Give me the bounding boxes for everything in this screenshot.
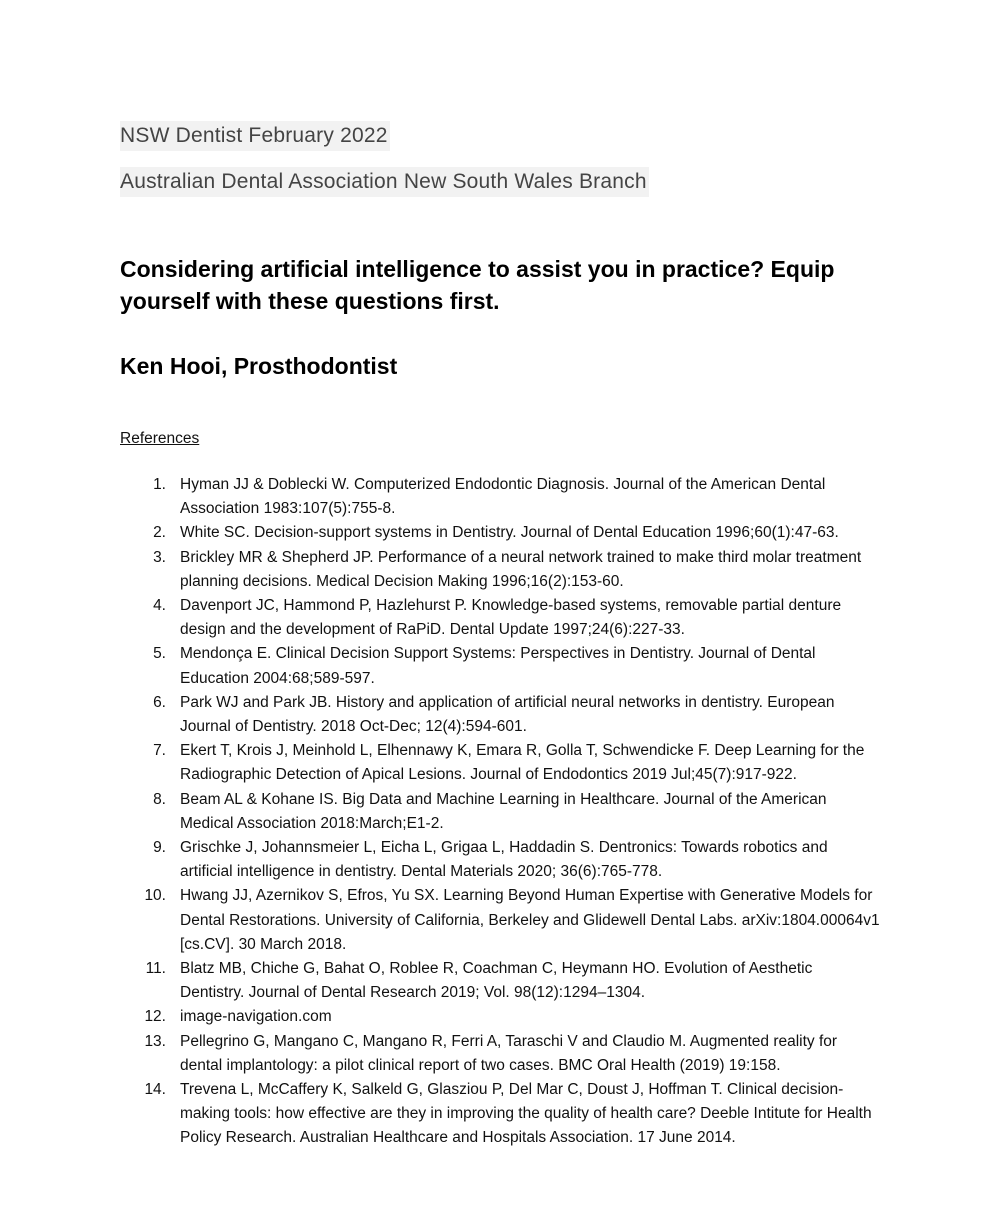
reference-number: 6.: [153, 693, 166, 711]
reference-text: Ekert T, Krois J, Meinhold L, Elhennawy K, Emara R, Golla T, Schwendicke F. Deep Learning for the Radiographic Detection of Apical Lesions. Journal of Endodontics 2019 Jul;45(7):917-922.: [180, 742, 865, 784]
reference-number: 7.: [153, 742, 166, 760]
reference-number: 13.: [144, 1032, 166, 1050]
reference-item: [0, 521, 880, 545]
reference-number: 10.: [144, 887, 166, 905]
reference-text: Davenport JC, Hammond P, Hazlehurst P. Knowledge-based systems, removable partial denture design and the development of RaPiD. Dental Update 1997;24(6):227-33.: [180, 597, 842, 639]
reference-number: 8.: [153, 790, 166, 808]
reference-item: [0, 1078, 880, 1151]
reference-text: Beam AL & Kohane IS. Big Data and Machine Learning in Healthcare. Journal of the American Medical Association 2018:March;E1-2.: [180, 790, 827, 832]
publication-issue: NSW Dentist February 2022: [120, 121, 390, 151]
article-author: Ken Hooi, Prosthodontist: [120, 353, 398, 379]
reference-text: Mendonça E. Clinical Decision Support Systems: Perspectives in Dentistry. Journal of Dental Education 2004:68;589-597.: [180, 645, 816, 687]
reference-item: [0, 739, 880, 787]
reference-text: Hyman JJ & Doblecki W. Computerized Endodontic Diagnosis. Journal of the American Dental Association 1983:107(5):755-8.: [180, 476, 826, 518]
reference-text: Trevena L, McCaffery K, Salkeld G, Glasziou P, Del Mar C, Doust J, Hoffman T. Clinical decision-making tools: how effective are they in improving the quality of health care? Deeble Intitute for Health Policy Research. Australian Healthcare and Hospitals Association. 17 June 2014.: [180, 1081, 872, 1147]
reference-number: 3.: [153, 548, 166, 566]
reference-number: 11.: [145, 960, 166, 978]
article-title: Considering artificial intelligence to assist you in practice? Equip yourself with these questions first.: [120, 256, 835, 314]
reference-item: [0, 1030, 880, 1078]
reference-number: 5.: [153, 645, 166, 663]
reference-item: [0, 1005, 880, 1029]
reference-item: [0, 836, 880, 884]
reference-number: 4.: [153, 597, 166, 615]
reference-number: 2.: [153, 524, 166, 542]
reference-text: White SC. Decision-support systems in Dentistry. Journal of Dental Education 1996;60(1):47-63.: [180, 524, 839, 542]
reference-text: image-navigation.com: [180, 1008, 332, 1026]
reference-item: [0, 642, 880, 690]
reference-text: Hwang JJ, Azernikov S, Efros, Yu SX. Learning Beyond Human Expertise with Generative Models for Dental Restorations. University of California, Berkeley and Glidewell Dental Labs. arXiv:1804.00064v1 [cs.CV]. 30 March 2018.: [180, 887, 880, 953]
reference-number: 14.: [144, 1081, 166, 1099]
reference-text: Grischke J, Johannsmeier L, Eicha L, Grigaa L, Haddadin S. Dentronics: Towards robotics and artificial intelligence in dentistry. Dental Materials 2020; 36(6):765-778.: [180, 839, 828, 881]
reference-item: [0, 473, 880, 521]
reference-number: 1.: [153, 476, 166, 493]
reference-item: [0, 546, 880, 594]
reference-item: [0, 957, 880, 1005]
reference-item: [0, 884, 880, 957]
reference-item: [0, 594, 880, 642]
reference-text: Park WJ and Park JB. History and application of artificial neural networks in dentistry. European Journal of Dentistry. 2018 Oct-Dec; 12(4):594-601.: [180, 693, 835, 736]
reference-number: 12.: [144, 1008, 166, 1026]
reference-text: Blatz MB, Chiche G, Bahat O, Roblee R, Coachman C, Heymann HO. Evolution of Aesthetic Dentistry. Journal of Dental Research 2019; Vol. 98(12):1294–1304.: [180, 960, 813, 1002]
reference-item: [0, 691, 880, 739]
reference-item: [0, 788, 880, 836]
references-list: [0, 473, 992, 1151]
publication-organisation: Australian Dental Association New South Wales Branch: [120, 167, 649, 197]
reference-text: Brickley MR & Shepherd JP. Performance of a neural network trained to make third molar treatment planning decisions. Medical Decision Making 1996;16(2):153-60.: [180, 548, 862, 590]
reference-text: Pellegrino G, Mangano C, Mangano R, Ferri A, Taraschi V and Claudio M. Augmented reality for dental implantology: a pilot clinical report of two cases. BMC Oral Health (2019) 19:158.: [180, 1032, 838, 1074]
reference-number: 9.: [153, 839, 166, 857]
references-heading: References: [120, 430, 200, 447]
